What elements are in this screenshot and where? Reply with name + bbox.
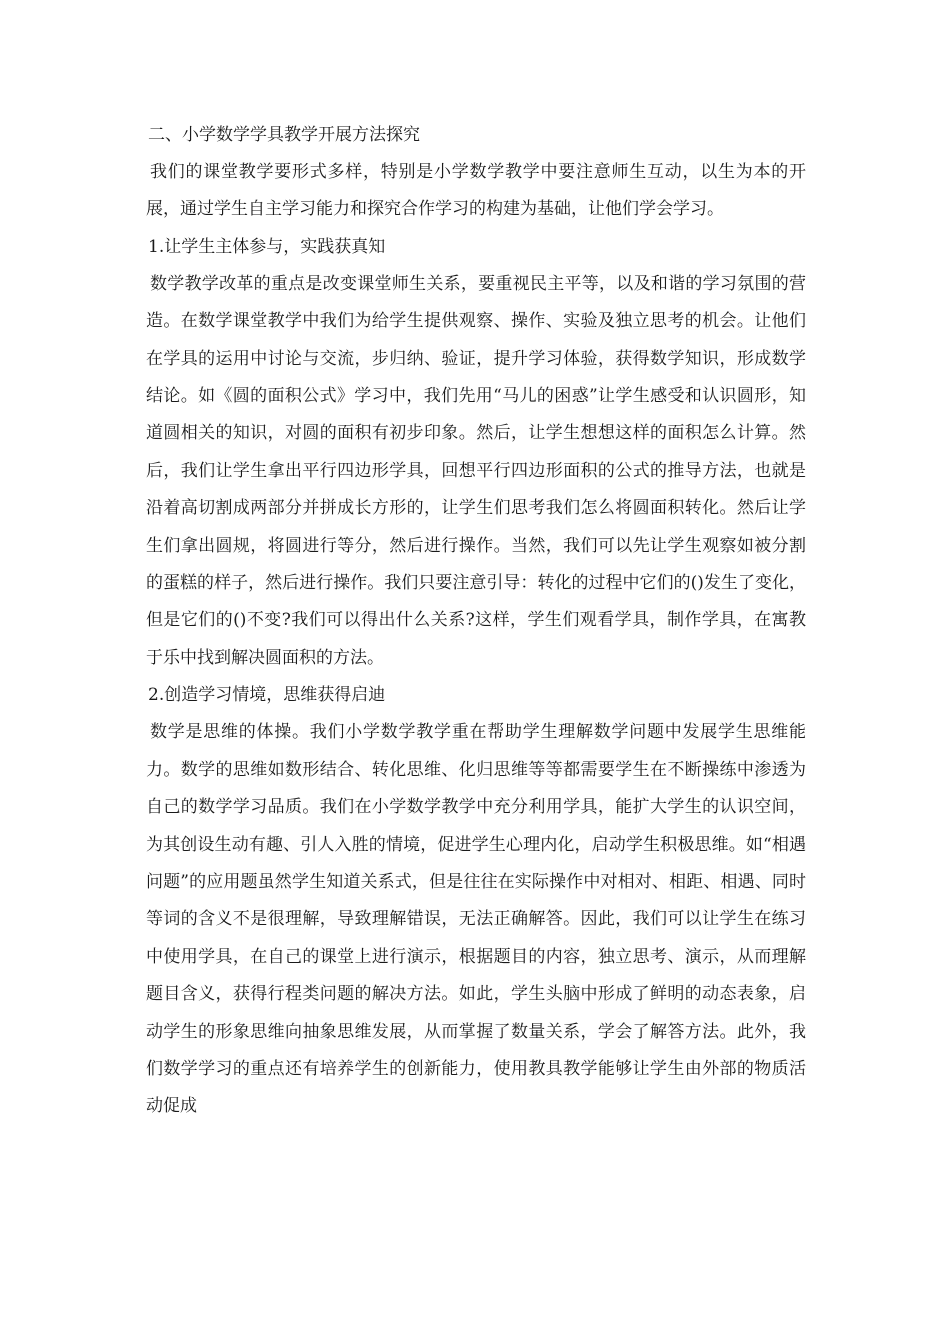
subsection-2-title: 2.创造学习情境，思维获得启迪: [148, 685, 386, 706]
subsection-2-paragraph: 数学是思维的体操。我们小学数学教学重在帮助学生理解数学问题中发展学生思维能力。数学的思维如数形结合、转化思维、化归思维等等都需要学生在不断操练中渗透为自己的数学学习品质。我们在小学数学教学中充分利用学具，能扩大学生的认识空间，为其创设生动有趣、引人入胜的情境，促进学生心理内化，启动学生积极思维。如“相遇问题”的应用题虽然学生知道关系式，但是往往在实际操作中对相对、相距、相遇、同时等词的含义不是很理解，导致理解错误，无法正确解答。因此，我们可以让学生在练习中使用学具，在自己的课堂上进行演示，根据题目的内容，独立思考、演示，从而理解题目含义，获得行程类问题的解决方法。如此，学生头脑中形成了鲜明的动态表象，启动学生的形象思维向抽象思维发展，从而掌握了数量关系，学会了解答方法。此外，我们数学学习的重点还有培养学生的创新能力，使用教具教学能够让学生由外部的物质活动促成: [146, 722, 806, 1117]
document-page: [146, 117, 806, 1126]
subsection-1-title: 1.让学生主体参与，实践获真知: [148, 236, 386, 257]
subsection-1-paragraph: 数学教学改革的重点是改变课堂师生关系，要重视民主平等，以及和谐的学习氛围的营造。在数学课堂教学中我们为给学生提供观察、操作、实验及独立思考的机会。让他们在学具的运用中讨论与交流，步归纳、验证，提升学习体验，获得数学知识，形成数学结论。如《圆的面积公式》学习中，我们先用“马儿的困惑”让学生感受和认识圆形，知道圆相关的知识，对圆的面积有初步印象。然后，让学生想想这样的面积怎么计算。然后，我们让学生拿出平行四边形学具，回想平行四边形面积的公式的推导方法，也就是沿着高切割成两部分并拼成长方形的，让学生们思考我们怎么将圆面积转化。然后让学生们拿出圆规，将圆进行等分，然后进行操作。当然，我们可以先让学生观察如被分割的蛋糕的样子，然后进行操作。我们只要注意引导：转化的过程中它们的()发生了变化，但是它们的()不变?我们可以得出什么关系?这样，学生们观看学具，制作学具，在寓教于乐中找到解决圆面积的方法。: [146, 273, 806, 668]
intro-paragraph: 我们的课堂教学要形式多样，特别是小学数学教学中要注意师生互动，以生为本的开展，通过学生自主学习能力和探究合作学习的构建为基础，让他们学会学习。: [146, 162, 806, 220]
section-title: 二、小学数学学具教学开展方法探究: [148, 125, 420, 145]
